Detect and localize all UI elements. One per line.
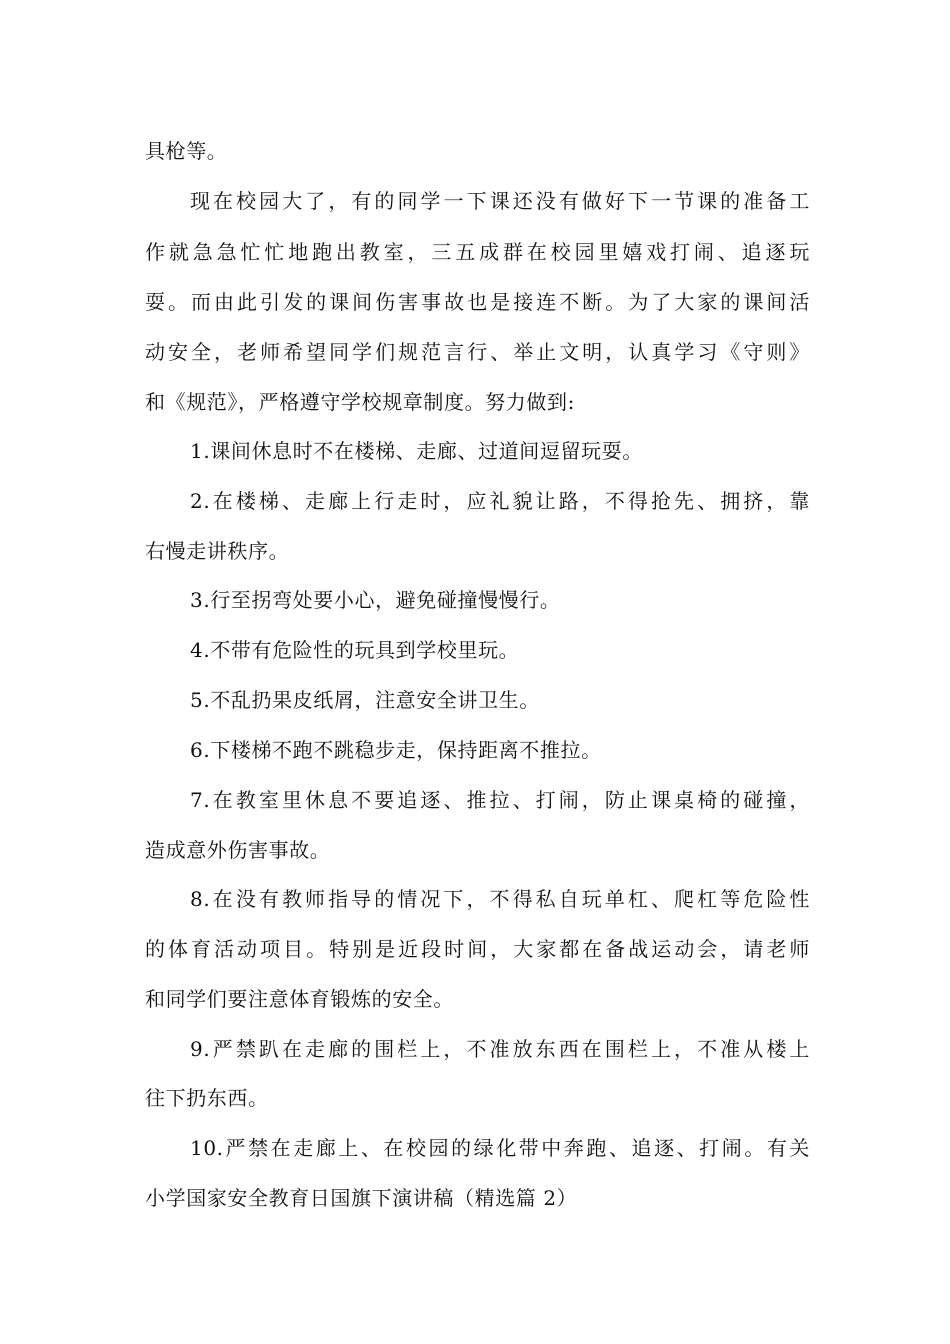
text-line: 具枪等。 (145, 139, 228, 163)
text-line: 往下扔东西。 (145, 1086, 269, 1110)
list-item: 5.不乱扔果皮纸屑，注意安全讲卫生。 (190, 688, 540, 712)
list-item: 1.课间休息时不在楼梯、走廊、过道间逗留玩耍。 (190, 439, 643, 463)
text-line: 现在校园大了，有的同学一下课还没有做好下一节课的准备工 (190, 189, 810, 213)
list-item: 6.下楼梯不跑不跳稳步走，保持距离不推拉。 (190, 738, 602, 762)
text-line: 和《规范》，严格遵守学校规章制度。努力做到: (145, 390, 575, 414)
list-item: 9.严禁趴在走廊的围栏上，不准放东西在围栏上，不准从楼上 (190, 1037, 810, 1061)
list-item: 10.严禁在走廊上、在校园的绿化带中奔跑、追逐、打闹。有关 (190, 1136, 810, 1160)
list-item: 4.不带有危险性的玩具到学校里玩。 (190, 638, 520, 662)
text-line: 和同学们要注意体育锻炼的安全。 (145, 987, 454, 1011)
text-line: 动安全，老师希望同学们规范言行、举止文明，认真学习《守则》 (145, 340, 810, 364)
text-line: 造成意外伤害事故。 (145, 838, 331, 862)
text-line: 耍。而由此引发的课间伤害事故也是接连不断。为了大家的课间活 (145, 290, 810, 314)
text-line: 作就急急忙忙地跑出教室，三五成群在校园里嬉戏打闹、追逐玩 (145, 240, 810, 264)
list-item: 2.在楼梯、走廊上行走时，应礼貌让路，不得抢先、拥挤，靠 (190, 489, 810, 513)
list-item: 8.在没有教师指导的情况下，不得私自玩单杠、爬杠等危险性 (190, 887, 810, 911)
text-line: 右慢走讲秩序。 (145, 539, 290, 563)
text-line: 的体育活动项目。特别是近段时间，大家都在备战运动会，请老师 (145, 937, 810, 961)
section-heading: 小学国家安全教育日国旗下演讲稿（精选篇 2） (145, 1186, 578, 1210)
list-item: 3.行至拐弯处要小心，避免碰撞慢慢行。 (190, 588, 561, 612)
list-item: 7.在教室里休息不要追逐、推拉、打闹，防止课桌椅的碰撞， (190, 788, 810, 812)
